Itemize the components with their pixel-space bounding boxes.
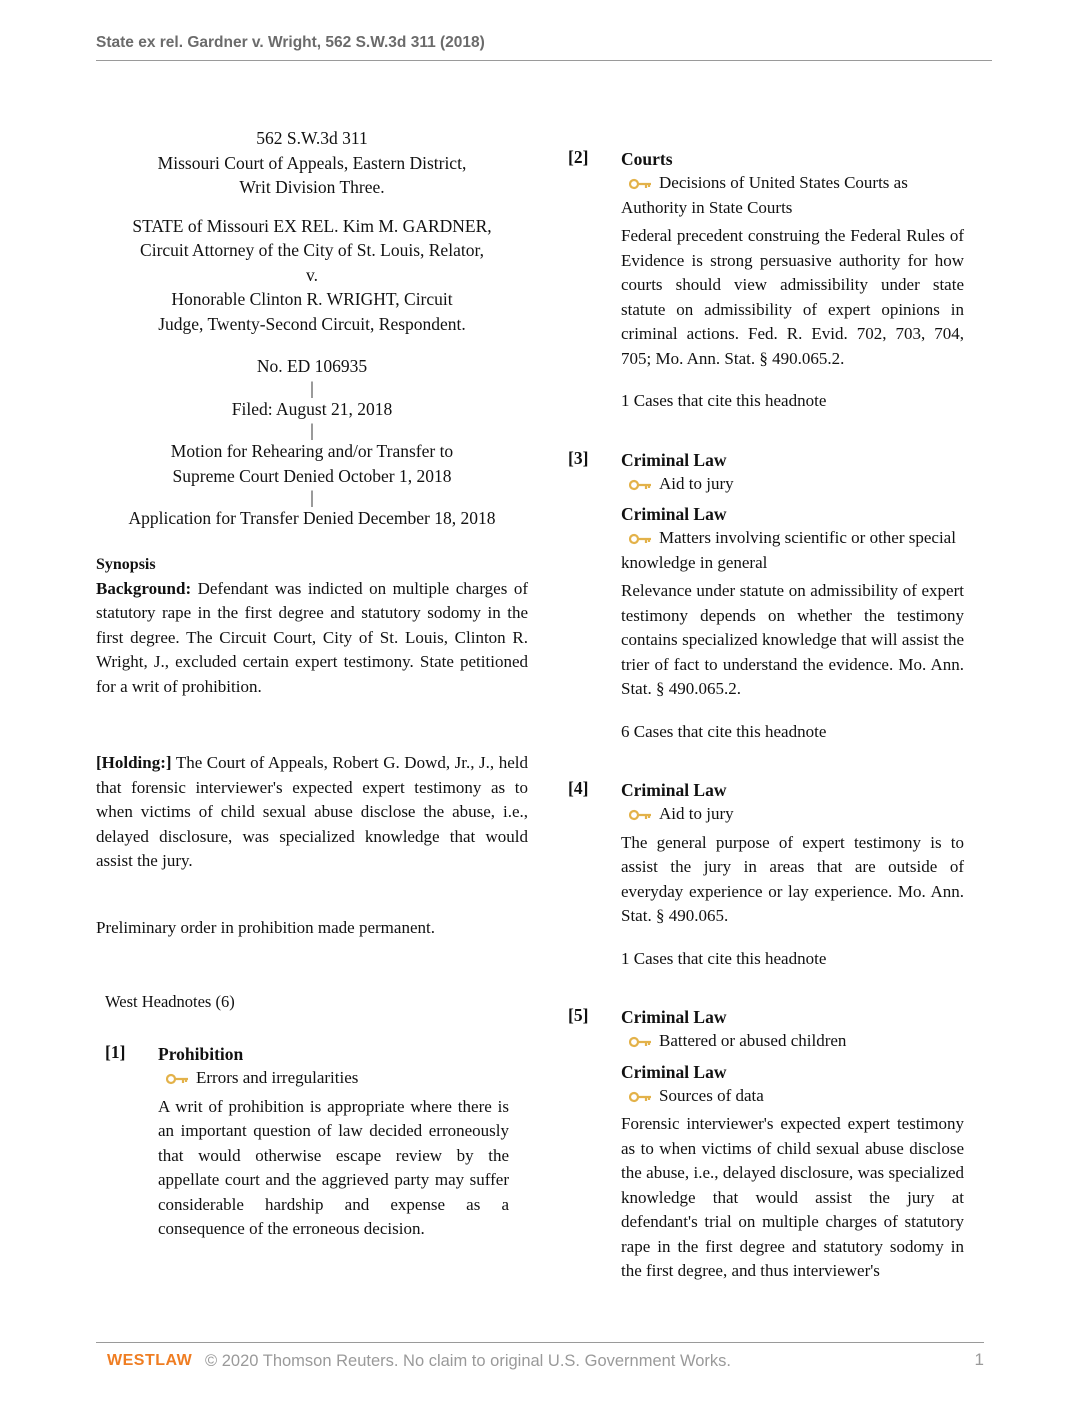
respondent-line-2: Judge, Twenty-Second Circuit, Respondent. <box>158 313 466 334</box>
key-number-label: Battered or abused children <box>659 1031 847 1050</box>
key-number-label: Aid to jury <box>659 804 734 823</box>
separator-bar: | <box>310 487 314 507</box>
key-number-row[interactable] <box>158 1066 509 1091</box>
key-number-row[interactable] <box>621 472 964 497</box>
filed-date: Filed: August 21, 2018 <box>231 398 393 419</box>
copyright-notice: © 2020 Thomson Reuters. No claim to original U.S. Government Works. <box>205 1352 732 1370</box>
holding-label: [Holding:] <box>96 753 172 772</box>
west-headnotes-heading: West Headnotes (6) <box>105 992 235 1011</box>
headnote-number: [2] <box>568 147 589 167</box>
docket-number: No. ED 106935 <box>256 356 368 376</box>
key-icon <box>629 533 653 545</box>
holding-text: The Court of Appeals, Robert G. Dowd, Jr., J., held that forensic interviewer's expected expert testimony as to when victims of child sexual abuse disclose the abuse, i.e., delayed disclosure, was specialized knowledge that would assist the jury. <box>96 753 528 870</box>
background-label: Background: <box>96 578 192 598</box>
synopsis-heading: Synopsis <box>96 555 156 573</box>
key-number-label: Decisions of United States Courts as Authority in State Courts <box>621 173 908 217</box>
key-icon <box>166 1073 190 1085</box>
respondent-line-1: Honorable Clinton R. WRIGHT, Circuit <box>171 289 453 309</box>
headnote-topic[interactable]: Courts <box>621 149 673 169</box>
key-icon <box>629 1036 653 1048</box>
disposition: Preliminary order in prohibition made permanent. <box>96 917 435 937</box>
page-number: 1 <box>974 1350 984 1369</box>
left-column <box>96 126 528 1242</box>
headnote-topic[interactable]: Criminal Law <box>621 1061 727 1082</box>
headnote-topic[interactable]: Criminal Law <box>621 1007 727 1027</box>
synopsis-holding <box>96 751 528 874</box>
procedural-history <box>96 354 528 531</box>
running-header <box>96 32 992 61</box>
headnote-number: [4] <box>568 778 589 798</box>
court-caption <box>96 126 528 200</box>
key-icon <box>629 809 653 821</box>
headnote-1 <box>105 1042 509 1242</box>
separator-bar: | <box>310 420 314 440</box>
court-name: Missouri Court of Appeals, Eastern District, <box>157 152 467 173</box>
versus: v. <box>306 264 318 285</box>
synopsis-background <box>96 577 528 700</box>
right-column <box>568 147 964 1284</box>
key-number-row[interactable] <box>621 171 964 220</box>
headnote-body <box>621 448 964 745</box>
rehearing-line-2: Supreme Court Denied October 1, 2018 <box>172 465 452 486</box>
reporter-citation: 562 S.W.3d 311 <box>256 128 368 148</box>
headnote-topic[interactable]: Criminal Law <box>621 780 727 800</box>
citing-cases-link[interactable]: 1 Cases that cite this headnote <box>621 391 827 410</box>
key-number-row[interactable] <box>621 526 964 575</box>
headnote-text: Federal precedent construing the Federal Rules of Evidence is strong persuasive authority for how courts should view admissibility under state statute on admissibility of expert opinions in criminal actions. Fed. R. Evid. 702, 703, 704, 705; Mo. Ann. Stat. § 490.065.2. <box>621 226 964 368</box>
key-number-label: Errors and irregularities <box>196 1068 359 1087</box>
headnote-body <box>621 778 964 971</box>
westlaw-logo: WESTLAW <box>107 1352 193 1369</box>
headnote-number: [5] <box>568 1005 589 1025</box>
headnote-2 <box>568 147 964 414</box>
headnote-3 <box>568 448 964 745</box>
key-number-row[interactable] <box>621 802 964 827</box>
citing-cases-link[interactable]: 6 Cases that cite this headnote <box>621 721 827 741</box>
court-division: Writ Division Three. <box>239 177 385 197</box>
headnote-text: Forensic interviewer's expected expert testimony as to when victims of child sexual abuse disclose the abuse, i.e., delayed disclosure, was specialized knowledge that would assist the jury at defendant's trial on multiple charges of statutory rape in the first degree and statutory sodomy in the first degree, and thus interviewer's <box>621 1114 964 1280</box>
page-footer <box>96 1342 984 1379</box>
key-icon <box>629 178 653 190</box>
headnote-5 <box>568 1005 964 1284</box>
background-text: Defendant was indicted on multiple charges of statutory rape in the first degree and statutory sodomy in the first degree. The Circuit Court, City of St. Louis, Clinton R. Wright, J., excluded certain expert testimony. State petitioned for a writ of prohibition. <box>96 578 528 696</box>
headnote-number: [3] <box>568 447 589 468</box>
headnote-4 <box>568 778 964 971</box>
separator-bar: | <box>310 377 314 398</box>
headnote-text: A writ of prohibition is appropriate where there is an important question of law decided erroneously that would otherwise escape review by the appellate court and the aggrieved party may suffer considerable hardship and expense as a consequence of the erroneous decision. <box>158 1096 509 1238</box>
relator-line-2: Circuit Attorney of the City of St. Louis, Relator, <box>140 240 484 260</box>
headnote-topic[interactable]: Criminal Law <box>621 504 727 524</box>
headnote-body <box>158 1042 509 1242</box>
key-icon <box>629 479 653 491</box>
headnote-text: Relevance under statute on admissibility of expert testimony depends on whether the testimony contains specialized knowledge that will assist the trier of fact to understand the evidence. Mo. Ann. Stat. § 490.065.2. <box>621 581 964 698</box>
headnote-body <box>621 1005 964 1284</box>
key-icon <box>629 1091 653 1103</box>
key-number-label: Matters involving scientific or other special knowledge in general <box>621 528 956 572</box>
running-header-title: State ex rel. Gardner v. Wright, 562 S.W.3d 311 (2018) <box>96 34 485 51</box>
party-caption <box>96 214 528 337</box>
headnote-topic[interactable]: Criminal Law <box>621 449 727 470</box>
headnote-text: The general purpose of expert testimony is to assist the jury in areas that are outside of everyday experience or lay experience. Mo. Ann. Stat. § 490.065. <box>621 832 964 925</box>
rehearing-line-1: Motion for Rehearing and/or Transfer to <box>170 441 454 461</box>
citing-cases-link[interactable]: 1 Cases that cite this headnote <box>621 948 827 968</box>
headnote-topic[interactable]: Prohibition <box>158 1044 244 1064</box>
headnote-body <box>621 147 964 414</box>
key-number-row[interactable] <box>621 1029 964 1054</box>
relator-line-1: STATE of Missouri EX REL. Kim M. GARDNER, <box>132 215 492 236</box>
key-number-label: Sources of data <box>659 1085 764 1105</box>
headnote-number: [1] <box>105 1042 126 1062</box>
key-number-row[interactable] <box>621 1084 964 1109</box>
transfer-denied: Application for Transfer Denied December 18, 2018 <box>128 508 496 528</box>
key-number-label: Aid to jury <box>659 473 734 493</box>
